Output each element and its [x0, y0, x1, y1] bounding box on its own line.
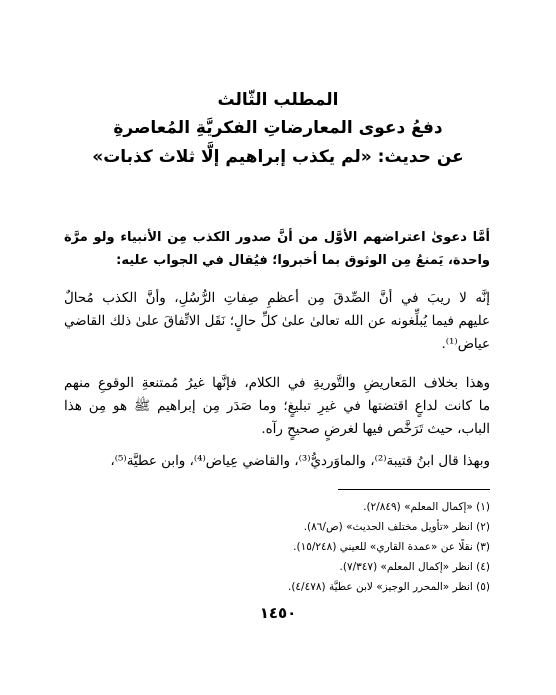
section-title: المطلب الثّالث	[217, 90, 339, 110]
paragraph-answer	[64, 287, 490, 356]
paragraph-line: واحدة، يَمنعُ مِن الوثوق بما أخبروا؛ فيُقال في الجواب عليه:	[116, 253, 490, 268]
paragraph-maarid	[64, 372, 490, 441]
footnote: (٤) انظر «إكمال المعلم» (٧/٣٤٧).	[339, 561, 490, 573]
footnote-separator	[338, 489, 490, 490]
footnote: (١) «إكمال المعلم» (٢/٨٤٩).	[363, 501, 490, 513]
footnote: (٢) انظر «تأويل مختلف الحديث» (ص/٨٦).	[303, 521, 490, 533]
footnote: (٣) نقلًا عن «عمدة القاري» للعيني (١٥/٢٤٨).	[293, 541, 490, 553]
paragraph-line: إنَّه لا ريبَ في أنَّ الصِّدقَ مِن أعظمِ صِفاتِ الرُّسُلِ، وأنَّ الكذب مُحالٌ	[64, 291, 490, 306]
paragraph-line: ما كانت لداعٍ اقتضتها في غيرِ تبليغٍ؛ وما صَدَر مِن إبراهيم ﷺ هو مِن هذا	[64, 399, 490, 414]
paragraph-line: عياض⁽¹⁾.	[441, 337, 490, 352]
paragraph-line: أمَّا دعوىٰ اعتراضهم الأوَّل من أنَّ صدور الكذب مِن الأنبياء ولو مرَّة	[64, 230, 490, 245]
section-subtitle: دفعُ دعوى المعارضاتِ الفكريَّةِ المُعاصرةِ	[113, 118, 443, 138]
paragraph-objection	[64, 226, 490, 272]
page-number: ١٤٥٠	[259, 604, 297, 622]
footnote: (٥) انظر «المحرر الوجيز» لابن عطيَّة (٤/٤٧٨).	[287, 581, 490, 593]
paragraph-citations	[64, 450, 490, 473]
footnotes	[64, 497, 490, 597]
paragraph-line: وهذا بخلاف المَعاريضِ والتَّوريةِ في الكلام، فإنَّها غيرُ مُمتنعةِ الوقوعِ منهم	[64, 376, 490, 391]
paragraph-line: وبهذا قال ابنُ قتيبة⁽²⁾، والماوَرديُّ⁽³⁾، والقاضي عِياض⁽⁴⁾، وابن عطيَّة⁽⁵⁾،	[110, 454, 490, 469]
section-topic: عن حديث: «لم يكذب إبراهيم إلَّا ثلاث كذبات»	[92, 147, 464, 167]
paragraph-line: عليهم فيما يُبلِّغونه عن الله تعالىٰ علىٰ كلِّ حالٍ؛ نَقَل الاتِّفاقَ علىٰ ذلك القاضي	[64, 314, 490, 329]
paragraph-line: الباب، حيث تَرَخَّص فيها لغرضٍ صحيحٍ رآه.	[261, 422, 490, 437]
